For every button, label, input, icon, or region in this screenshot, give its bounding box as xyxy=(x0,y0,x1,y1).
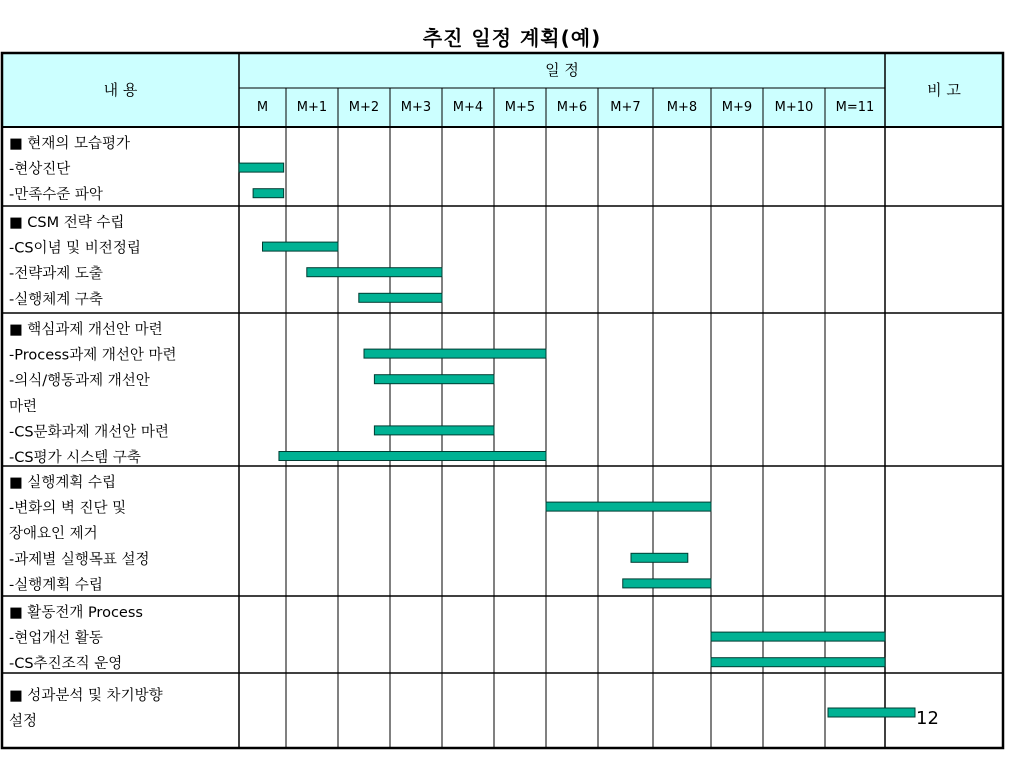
month-label: M+2 xyxy=(348,100,380,115)
gantt-bar xyxy=(239,163,284,172)
task-label: -CS평가 시스템 구축 xyxy=(9,450,141,466)
task-label: -의식/행동과제 개선안 xyxy=(9,373,150,390)
section-heading: ■ 성과분석 및 차기방향 xyxy=(9,688,163,704)
section-heading: ■ 실행계획 수립 xyxy=(9,475,116,491)
task-label: -현업개선 활동 xyxy=(9,630,103,647)
task-label: 마련 xyxy=(9,398,38,415)
month-label: M+5 xyxy=(504,100,536,115)
gantt-bar xyxy=(364,349,546,358)
month-label: M+7 xyxy=(610,100,641,115)
task-label: -현상진단 xyxy=(9,161,71,178)
page-title: 추진 일정 계획(예) xyxy=(422,26,602,50)
month-label: M+3 xyxy=(400,100,432,115)
gantt-bar xyxy=(631,553,688,562)
gantt-bar xyxy=(253,189,284,198)
month-label: M+10 xyxy=(774,100,814,115)
section-heading: ■ 활동전개 Process xyxy=(9,605,143,621)
gantt-bar xyxy=(828,708,915,717)
task-label: -과제별 실행목표 설정 xyxy=(9,551,150,568)
section-heading: ■ 현재의 모습평가 xyxy=(9,136,130,152)
task-label: -전략과제 도출 xyxy=(9,266,103,283)
task-label: -CS추진조직 운영 xyxy=(9,656,123,673)
gantt-bar xyxy=(374,426,494,435)
month-label: M+6 xyxy=(556,100,588,115)
gantt-bar xyxy=(711,658,885,667)
task-label: -Process과제 개선안 마련 xyxy=(9,347,177,364)
month-label: M+9 xyxy=(721,100,753,115)
header-background xyxy=(2,53,1003,127)
gantt-bar xyxy=(307,268,442,277)
gantt-bar xyxy=(359,293,442,302)
task-label: -변화의 벽 진단 및 xyxy=(9,500,127,517)
month-label: M xyxy=(256,100,269,115)
task-label: -만족수준 파악 xyxy=(9,187,103,204)
section-heading-cont: 설정 xyxy=(9,713,38,730)
gantt-bar xyxy=(279,452,546,461)
task-label: -CS문화과제 개선안 마련 xyxy=(9,424,169,441)
task-label: -실행계획 수립 xyxy=(9,577,103,594)
table-frame xyxy=(2,53,1003,748)
gantt-bar xyxy=(263,242,339,251)
header-content-label: 내 용 xyxy=(103,81,138,99)
month-label: M+8 xyxy=(666,100,698,115)
task-label: 장애요인 제거 xyxy=(9,526,98,543)
page-number: 12 xyxy=(916,708,939,729)
header-remarks-label: 비 고 xyxy=(927,81,961,99)
section-heading: ■ 핵심과제 개선안 마련 xyxy=(9,322,163,338)
gantt-bar xyxy=(623,579,711,588)
gantt-bar xyxy=(711,632,885,641)
gantt-bar xyxy=(374,375,494,384)
month-label: M+1 xyxy=(296,100,328,115)
section-heading: ■ CSM 전략 수립 xyxy=(9,215,125,231)
header-schedule-label: 일 정 xyxy=(545,61,579,79)
task-label: -실행체계 구축 xyxy=(9,291,103,308)
task-label: -CS이념 및 비전정립 xyxy=(9,240,141,257)
month-label: M=11 xyxy=(835,100,875,115)
gantt-bar xyxy=(546,502,711,511)
month-label: M+4 xyxy=(452,100,484,115)
